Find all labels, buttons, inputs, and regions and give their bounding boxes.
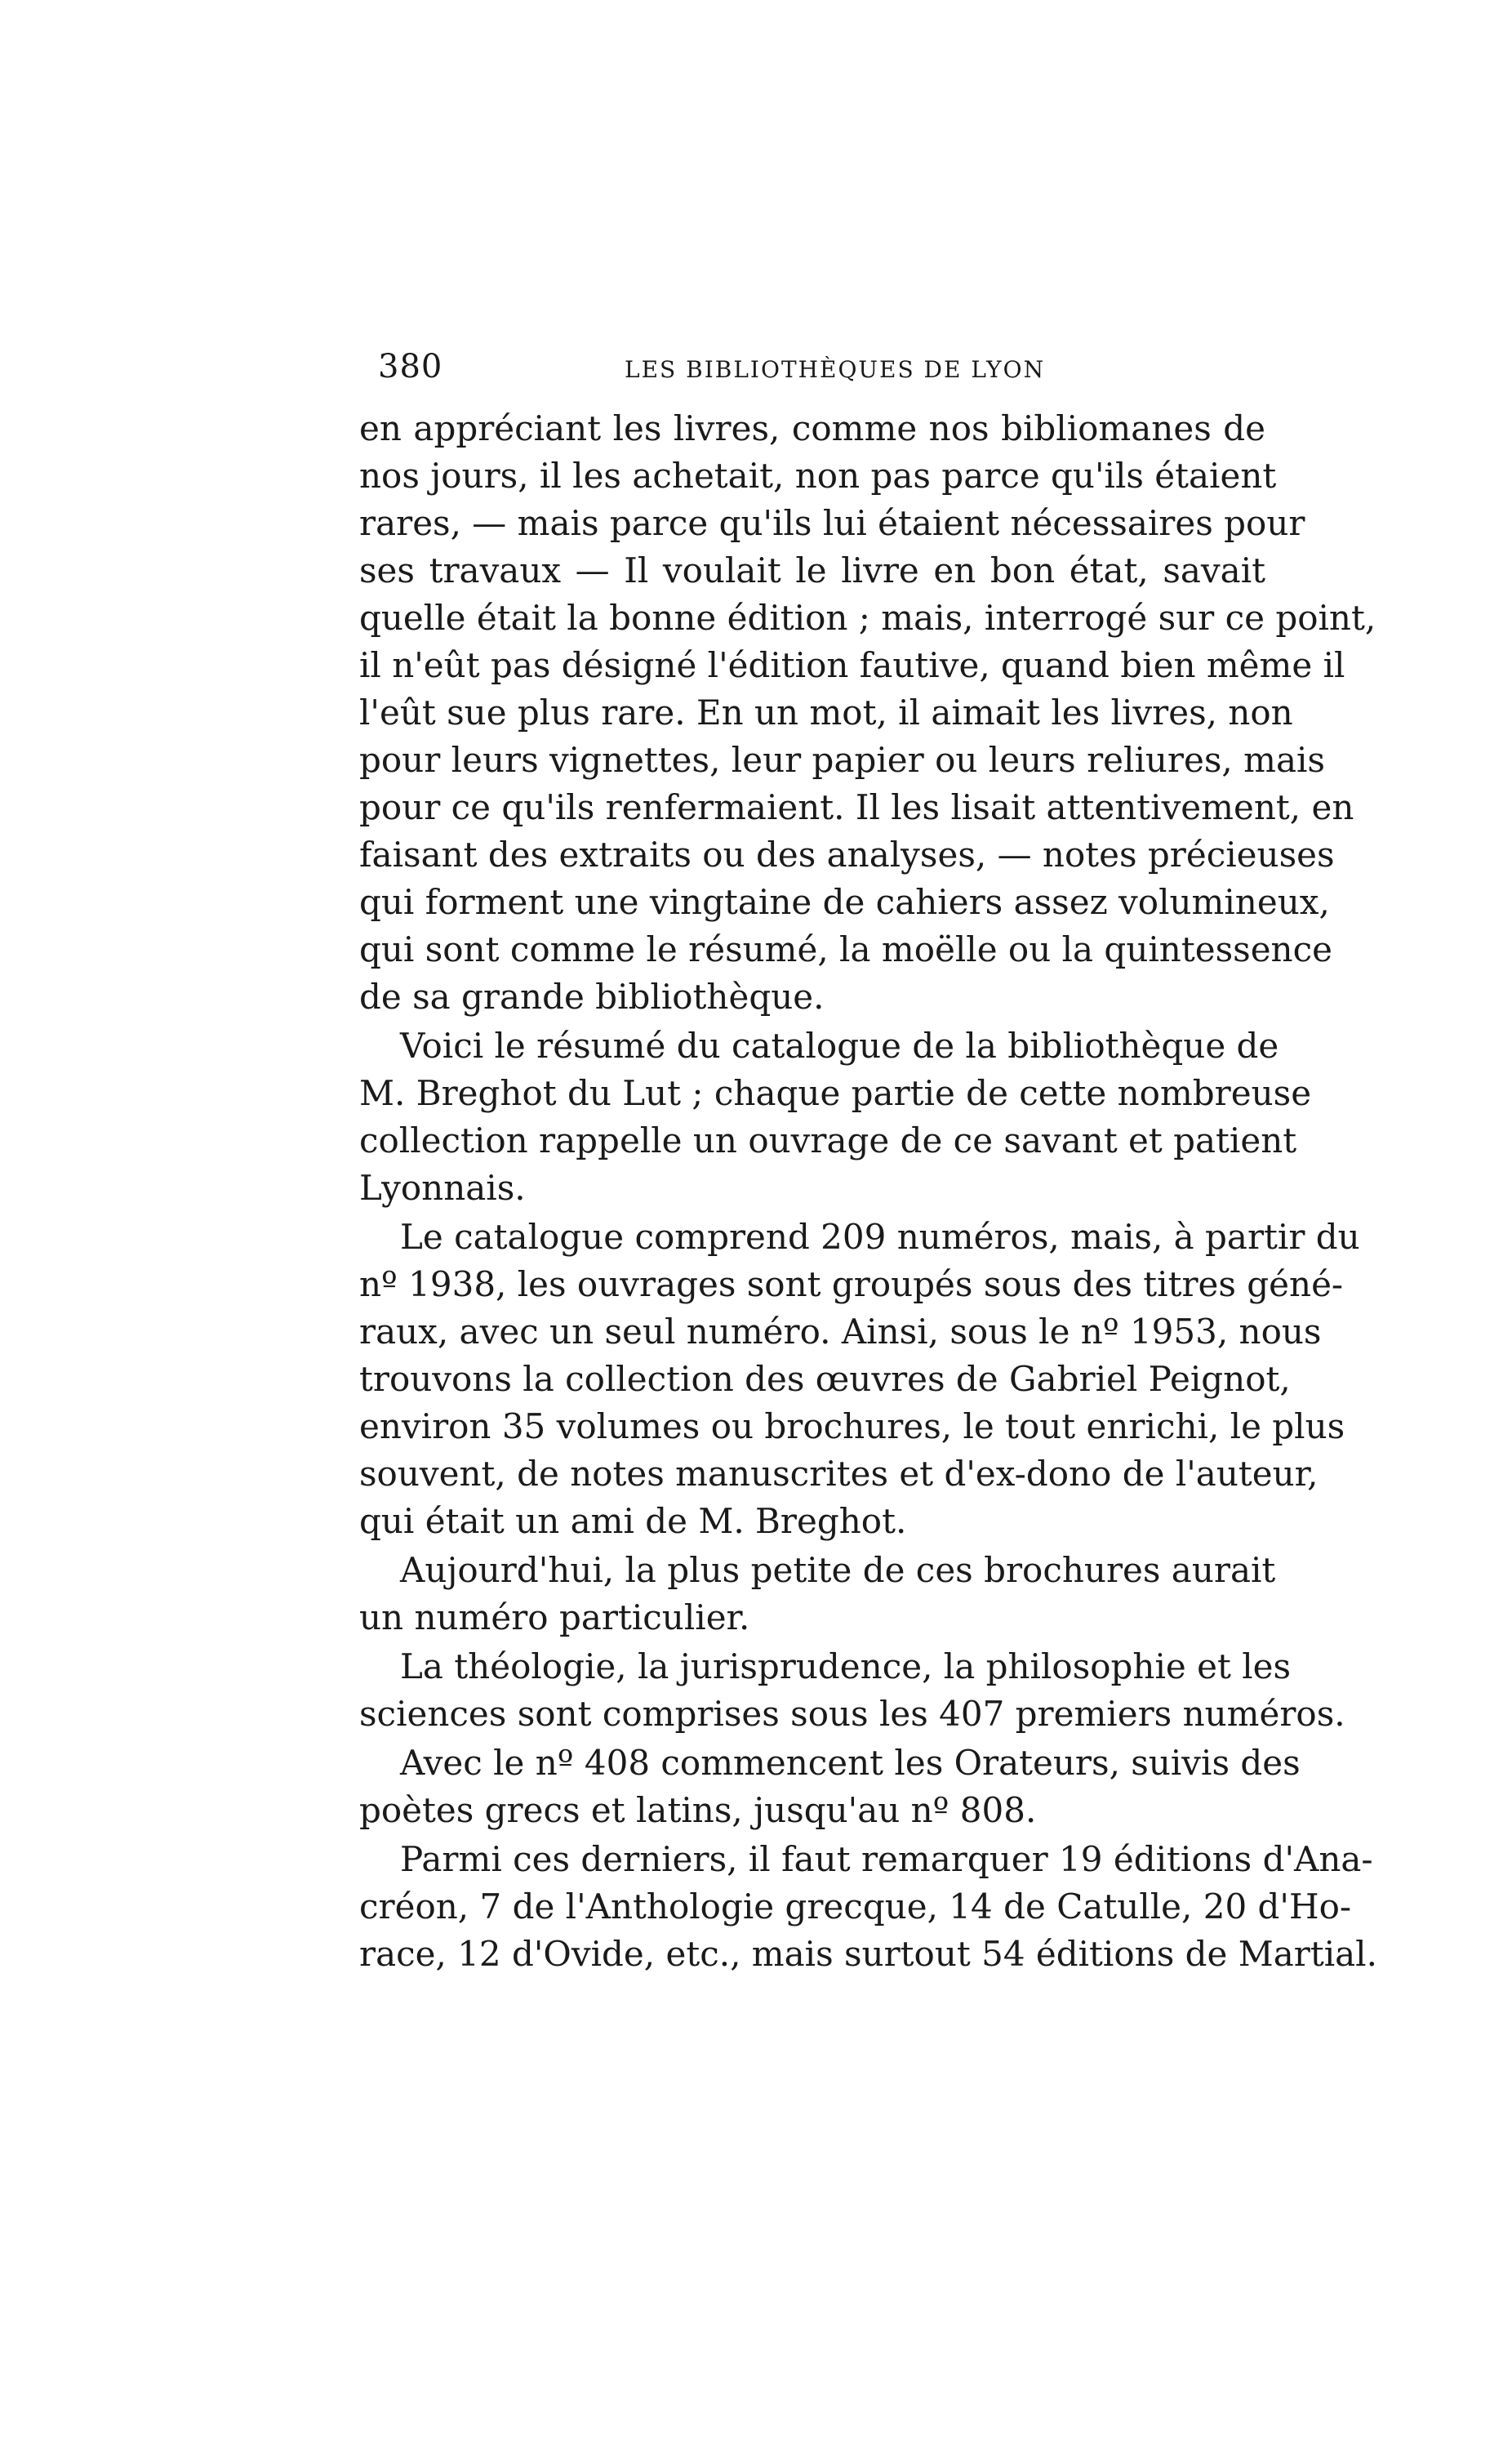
text-line: ses travaux — Il voulait le livre en bon état, savait	[359, 550, 1265, 590]
text-line: faisant des extraits ou des analyses, — notes précieuses	[359, 835, 1335, 875]
text-line: M. Breghot du Lut ; chaque partie de cette nombreuse	[359, 1073, 1312, 1113]
text-line: Lyonnais.	[359, 1168, 526, 1208]
text-line: Voici le résumé du catalogue de la bibliothèque de	[400, 1026, 1279, 1066]
text-line: créon, 7 de l'Anthologie grecque, 14 de Catulle, 20 d'Ho-	[359, 1886, 1352, 1927]
text-line: nos jours, il les achetait, non pas parce qu'ils étaient	[359, 456, 1277, 496]
text-line: raux, avec un seul numéro. Ainsi, sous le nº 1953, nous	[359, 1312, 1322, 1352]
text-line: qui sont comme le résumé, la moëlle ou la quintessence	[359, 929, 1332, 969]
text-line: Le catalogue comprend 209 numéros, mais, à partir du	[400, 1217, 1360, 1257]
text-line: Avec le nº 408 commencent les Orateurs, suivis des	[400, 1743, 1301, 1783]
text-line: poètes grecs et latins, jusqu'au nº 808.	[359, 1790, 1037, 1830]
text-line: trouvons la collection des œuvres de Gabriel Peignot,	[359, 1359, 1291, 1399]
text-line: l'eût sue plus rare. En un mot, il aimait les livres, non	[359, 693, 1293, 733]
text-line: il n'eût pas désigné l'édition fautive, quand bien même il	[359, 645, 1345, 685]
text-line: rares, — mais parce qu'ils lui étaient nécessaires pour	[359, 503, 1305, 543]
running-title: LES BIBLIOTHÈQUES DE LYON	[625, 356, 1046, 383]
text-line: en appréciant les livres, comme nos bibliomanes de	[359, 408, 1265, 448]
text-line: nº 1938, les ouvrages sont groupés sous des titres géné-	[359, 1264, 1344, 1304]
text-line: qui forment une vingtaine de cahiers assez volumineux,	[359, 882, 1330, 922]
text-line: environ 35 volumes ou brochures, le tout enrichi, le plus	[359, 1406, 1345, 1446]
body-text	[359, 405, 1377, 2038]
page-header	[378, 347, 1284, 396]
text-line: Parmi ces derniers, il faut remarquer 19 éditions d'Ana-	[400, 1839, 1373, 1879]
text-line: Aujourd'hui, la plus petite de ces brochures aurait	[400, 1550, 1276, 1590]
text-line: race, 12 d'Ovide, etc., mais surtout 54 éditions de Martial.	[359, 1934, 1377, 1974]
text-line: qui était un ami de M. Breghot.	[359, 1501, 907, 1541]
text-line: pour ce qu'ils renfermaient. Il les lisait attentivement, en	[359, 787, 1354, 827]
text-line: pour leurs vignettes, leur papier ou leurs reliures, mais	[359, 740, 1325, 780]
text-line: collection rappelle un ouvrage de ce savant et patient	[359, 1120, 1297, 1160]
text-line: quelle était la bonne édition ; mais, interrogé sur ce point,	[359, 598, 1376, 638]
text-line: souvent, de notes manuscrites et d'ex-dono de l'auteur,	[359, 1454, 1319, 1494]
page-number: 380	[378, 348, 443, 385]
text-line: sciences sont comprises sous les 407 premiers numéros.	[359, 1694, 1345, 1734]
text-line: de sa grande bibliothèque.	[359, 977, 825, 1017]
text-line: un numéro particulier.	[359, 1597, 750, 1637]
text-line: La théologie, la jurisprudence, la philosophie et les	[400, 1646, 1292, 1686]
